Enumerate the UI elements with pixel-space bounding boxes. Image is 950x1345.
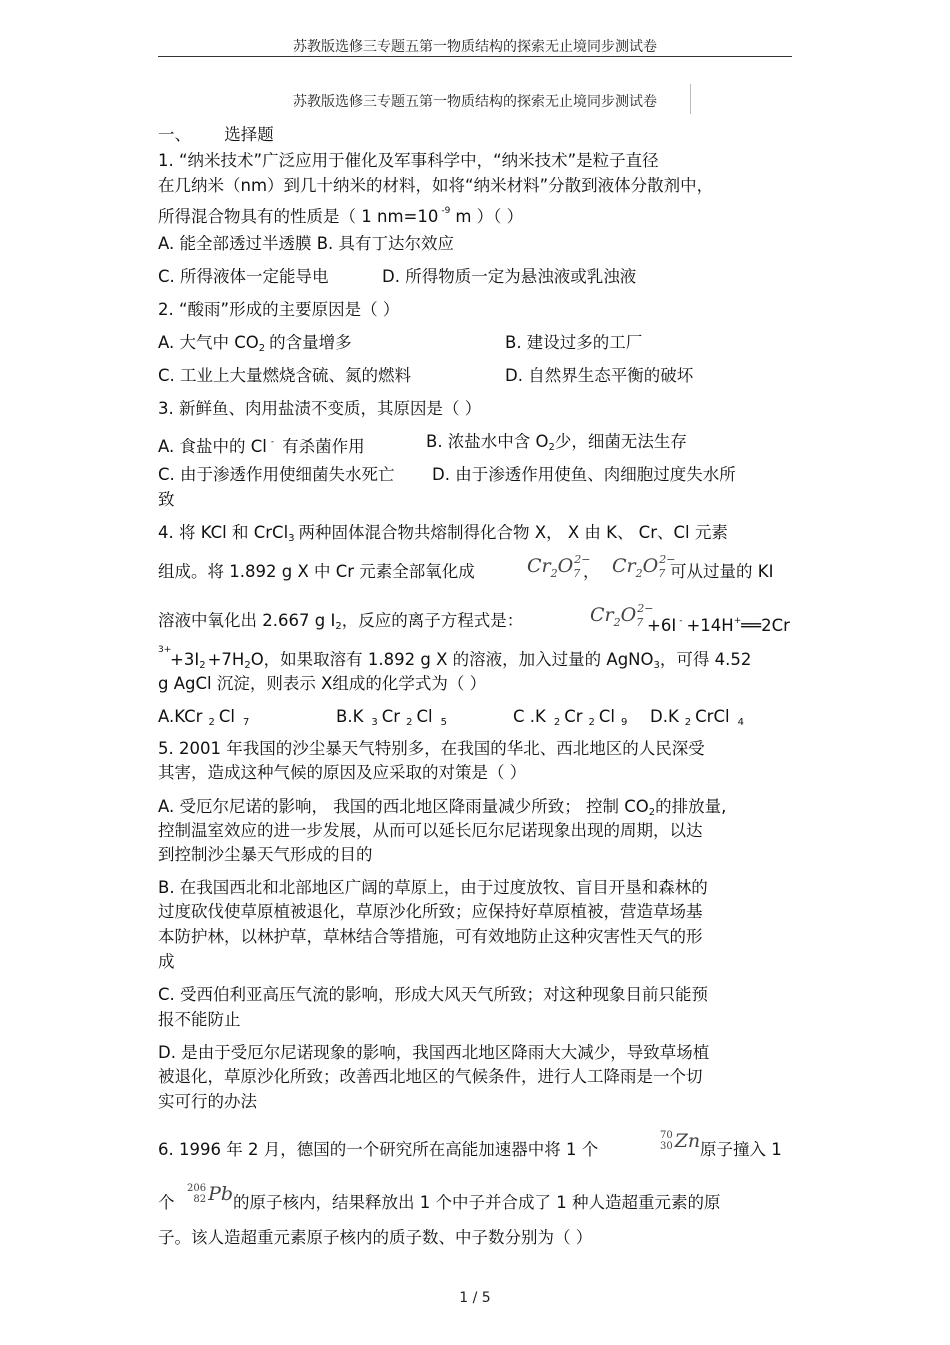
q1-exponent: -9 [441,206,451,216]
q4-option-b [336,706,447,734]
dichromate-o: O [557,555,574,577]
q5-option-b-line4: 成 [158,952,175,971]
q5-opt-a-tail: 的排放量, [655,797,727,816]
q6-line2-tail: 的原子核内，结果释放出 1 个中子并合成了 1 种人造超重元素的原 [233,1193,721,1212]
q3-option-b-text: B. 浓盐水中含 O [426,432,549,451]
dichromate-formula-2 [612,553,675,580]
q4-eq-h: +14H [686,616,734,635]
dichromate-sub1: 2 [550,567,558,580]
q4-line3-sub: 2 [335,621,342,632]
dichromate-charge: 2− [637,602,654,615]
q4-equation [647,610,790,637]
dichromate-sub2: 7 [636,616,644,629]
zinc-symbol: Zn [674,1130,701,1152]
q6-line3: 子。该人造超重元素原子核内的质子数、中子数分别为（ ） [158,1228,593,1247]
lead-mass: 206 [187,1183,207,1194]
q4-opt-b-1: B.K [336,707,364,726]
q2-option-c: C. 工业上大量燃烧含硫、氮的燃料 [158,366,412,385]
q4-opt-c-s1: 2 [553,717,561,728]
q3-option-d-cont: 致 [158,490,175,509]
q4-opt-a-s2: 7 [242,717,250,728]
q5-opt-a-sub: 2 [648,807,656,818]
q6-line2-lead: 个 [158,1193,175,1212]
q5-option-b-line1: B. 在我国西北和北部地区广阔的草原上，由于过度放牧、盲目开垦和森林的 [158,878,708,897]
q4-line4-sub2: 2 [244,660,251,671]
document-title: 苏教版选修三专题五第一物质结构的探索无止境同步测试卷 [293,94,657,110]
dichromate-cr: Cr [527,555,551,577]
dichromate-sub2: 7 [573,567,581,580]
lead-symbol: Pb [208,1183,234,1205]
q4-line2-comma: ， [583,562,600,581]
lead-atomic-number: 82 [193,1194,207,1205]
q3-option-a [158,431,365,458]
page-number: 1 / 5 [459,1290,491,1306]
q4-option-c [513,706,627,734]
dichromate-sub2: 7 [658,567,666,580]
q3-option-c: C. 由于渗透作用使细菌失水死亡 [158,465,395,484]
q3-option-a-tail: 有杀菌作用 [282,437,365,456]
q1-line1: 1. “纳米技术”广泛应用于催化及军事科学中，“纳米技术”是粒子直径 [158,151,659,170]
q4-line5: g AgCl 沉淀，则表示 X组成的化学式为（ ） [158,674,487,693]
q4-line2-tail: 可从过量的 KI [670,562,774,581]
dichromate-cr: Cr [590,604,614,626]
q5-line1: 5. 2001 年我国的沙尘暴天气特别多，在我国的华北、西北地区的人民深受 [158,739,705,758]
q2-option-a-tail: 的含量增多 [269,333,352,352]
q2-option-d: D. 自然界生态平衡的破坏 [505,366,694,385]
q5-option-c-line1: C. 受西伯利亚高压气流的影响，形成大风天气所致；对这种现象目前只能预 [158,985,709,1004]
q2-option-a [158,332,352,360]
q5-opt-a-text: A. 受厄尔尼诺的影响， 我国的西北地区降雨量减少所致； 控制 CO [158,797,649,816]
dichromate-o: O [642,555,659,577]
dichromate-o: O [620,604,637,626]
q4-line4-d: ，可得 4.52 [659,650,752,669]
q4-opt-b-s2: 2 [406,717,413,728]
dichromate-formula-1 [527,553,590,580]
q4-opt-a-s1: 2 [208,717,215,728]
q2-option-a-sub: 2 [258,343,266,354]
q5-option-d-line2: 被退化，草原沙化所致；改善西北地区的气候条件，进行人工降雨是一个切 [158,1067,703,1086]
q3-option-d: D. 由于渗透作用使鱼、肉细胞过度失水所 [432,465,736,484]
q4-eq-sup2: + [733,616,742,626]
q4-eq-sup1: - [679,616,683,626]
q4-opt-c-3: Cl [598,707,616,726]
q1-line3 [158,200,523,228]
q2-option-a-text: A. 大气中 CO [158,333,259,352]
q5-option-d-line1: D. 是由于受厄尔尼诺现象的影响，我国西北地区降雨大大减少，导致草场植 [158,1043,710,1062]
q5-option-a-line3: 到控制沙尘暴天气形成的目的 [158,845,373,864]
q4-line4-b: +7H [207,650,245,669]
header-rule [158,56,792,57]
q4-opt-b-s3: 5 [440,717,447,728]
q4-line1-sub: 3 [288,533,295,544]
section-heading [158,124,274,146]
q5-option-b-line3: 本防护林，以林护草，草林结合等措施，可有效地防止这种灾害性天气的形 [158,927,703,946]
q4-option-a [158,706,249,734]
q4-opt-c-2: Cr [564,707,583,726]
q4-opt-d-1: D.K [650,707,679,726]
q4-line4-sup: 3+ [158,645,172,655]
q4-opt-a-1: A.KCr [158,707,203,726]
q5-option-d-line3: 实可行的办法 [158,1092,257,1111]
q4-line1-tail: 两种固体混合物共熔制得化合物 X， X 由 K、 Cr、Cl 元素 [298,523,728,542]
q3-stem: 3. 新鲜鱼、肉用盐渍不变质，其原因是（ ） [158,399,482,418]
dichromate-charge: 2− [659,553,676,566]
q4-line1 [158,522,728,550]
q1-option-c: C. 所得液体一定能导电 [158,267,329,286]
q3-option-a-text: A. 食盐中的 Cl [158,437,267,456]
q3-option-b-tail: 少，细菌无法生存 [554,432,687,451]
dichromate-sub1: 2 [613,616,621,629]
q6-line1-text: 6. 1996 年 2 月，德国的一个研究所在高能加速器中将 1 个 [158,1140,599,1159]
q4-opt-c-1: C .K [513,707,546,726]
q1-line3-tail: m ）（ ） [455,207,524,226]
q4-eq-arrow: ══2Cr [741,616,790,635]
zinc-isotope [660,1130,700,1152]
q4-line3-text [158,610,523,638]
q1-option-d: D. 所得物质一定为悬浊液或乳浊液 [382,267,637,286]
q4-opt-b-2: Cr [381,707,401,726]
q4-opt-b-3: Cl [416,707,433,726]
q3-option-b-sub: 2 [548,442,555,453]
dichromate-formula-3 [590,602,653,629]
q4-opt-d-s2: 4 [737,717,744,728]
title-divider [690,84,691,114]
q3-option-b [426,431,687,459]
q2-stem: 2. “酸雨”形成的主要原因是（ ） [158,300,400,319]
dichromate-cr: Cr [612,555,636,577]
q4-opt-a-2: Cl [218,707,235,726]
q3-option-a-sup: - [270,437,275,447]
section-number: 一、 [158,125,191,144]
lead-numbers [187,1183,206,1205]
q5-option-b-line2: 过度砍伐使草原植被退化，草原沙化所致；应保持好草原植被，营造草场基 [158,902,703,921]
q4-opt-d-s1: 2 [684,717,692,728]
q4-opt-d-2: CrCl [695,707,730,726]
q4-option-d [650,706,744,734]
zinc-numbers [660,1130,673,1152]
q4-line3-lead: 溶液中氧化出 2.667 g I [158,611,336,630]
q4-opt-c-s3: 9 [621,717,628,728]
q4-opt-b-s1: 3 [371,717,378,728]
q4-eq-iodide: +6I [647,616,677,635]
q5-option-c-line2: 报不能防止 [158,1010,241,1029]
dichromate-sub1: 2 [635,567,643,580]
q1-option-ab: A. 能全部透过半透膜 B. 具有丁达尔效应 [158,234,455,253]
zinc-mass: 70 [660,1130,673,1141]
q4-line3-mid: ，反应的离子方程式是： [341,611,524,630]
q4-line1-text: 4. 将 KCl 和 CrCl [158,523,289,542]
lead-isotope [187,1183,233,1205]
q4-line2-text: 组成。将 1.892 g X 中 Cr 元素全部氧化成 [158,562,475,581]
dichromate-charge: 2− [574,553,591,566]
zinc-atomic-number: 30 [660,1141,673,1152]
q4-opt-c-s2: 2 [588,717,595,728]
q4-line4-sub1: 2 [199,660,206,671]
q6-line1-tail: 原子撞入 1 [700,1140,782,1159]
q2-option-b: B. 建设过多的工厂 [505,333,643,352]
q4-line4-c: O，如果取溶有 1.892 g X 的溶液，加入过量的 AgNO [250,650,654,669]
section-title: 选择题 [224,125,274,144]
q5-option-a-line2: 控制温室效应的进一步发展，从而可以延长厄尔尼诺现象出现的周期，以达 [158,821,703,840]
q4-line4-sub3: 3 [653,660,660,671]
q4-line4-a: +3I [170,650,200,669]
running-header: 苏教版选修三专题五第一物质结构的探索无止境同步测试卷 [293,39,657,55]
q5-line2: 其害，造成这种气候的原因及应采取的对策是（ ） [158,763,527,782]
q1-line3-text: 所得混合物具有的性质是（ 1 nm=10 [158,207,439,226]
q1-line2: 在几纳米（nm）到几十纳米的材料，如将“纳米材料”分散到液体分散剂中， [158,176,714,195]
